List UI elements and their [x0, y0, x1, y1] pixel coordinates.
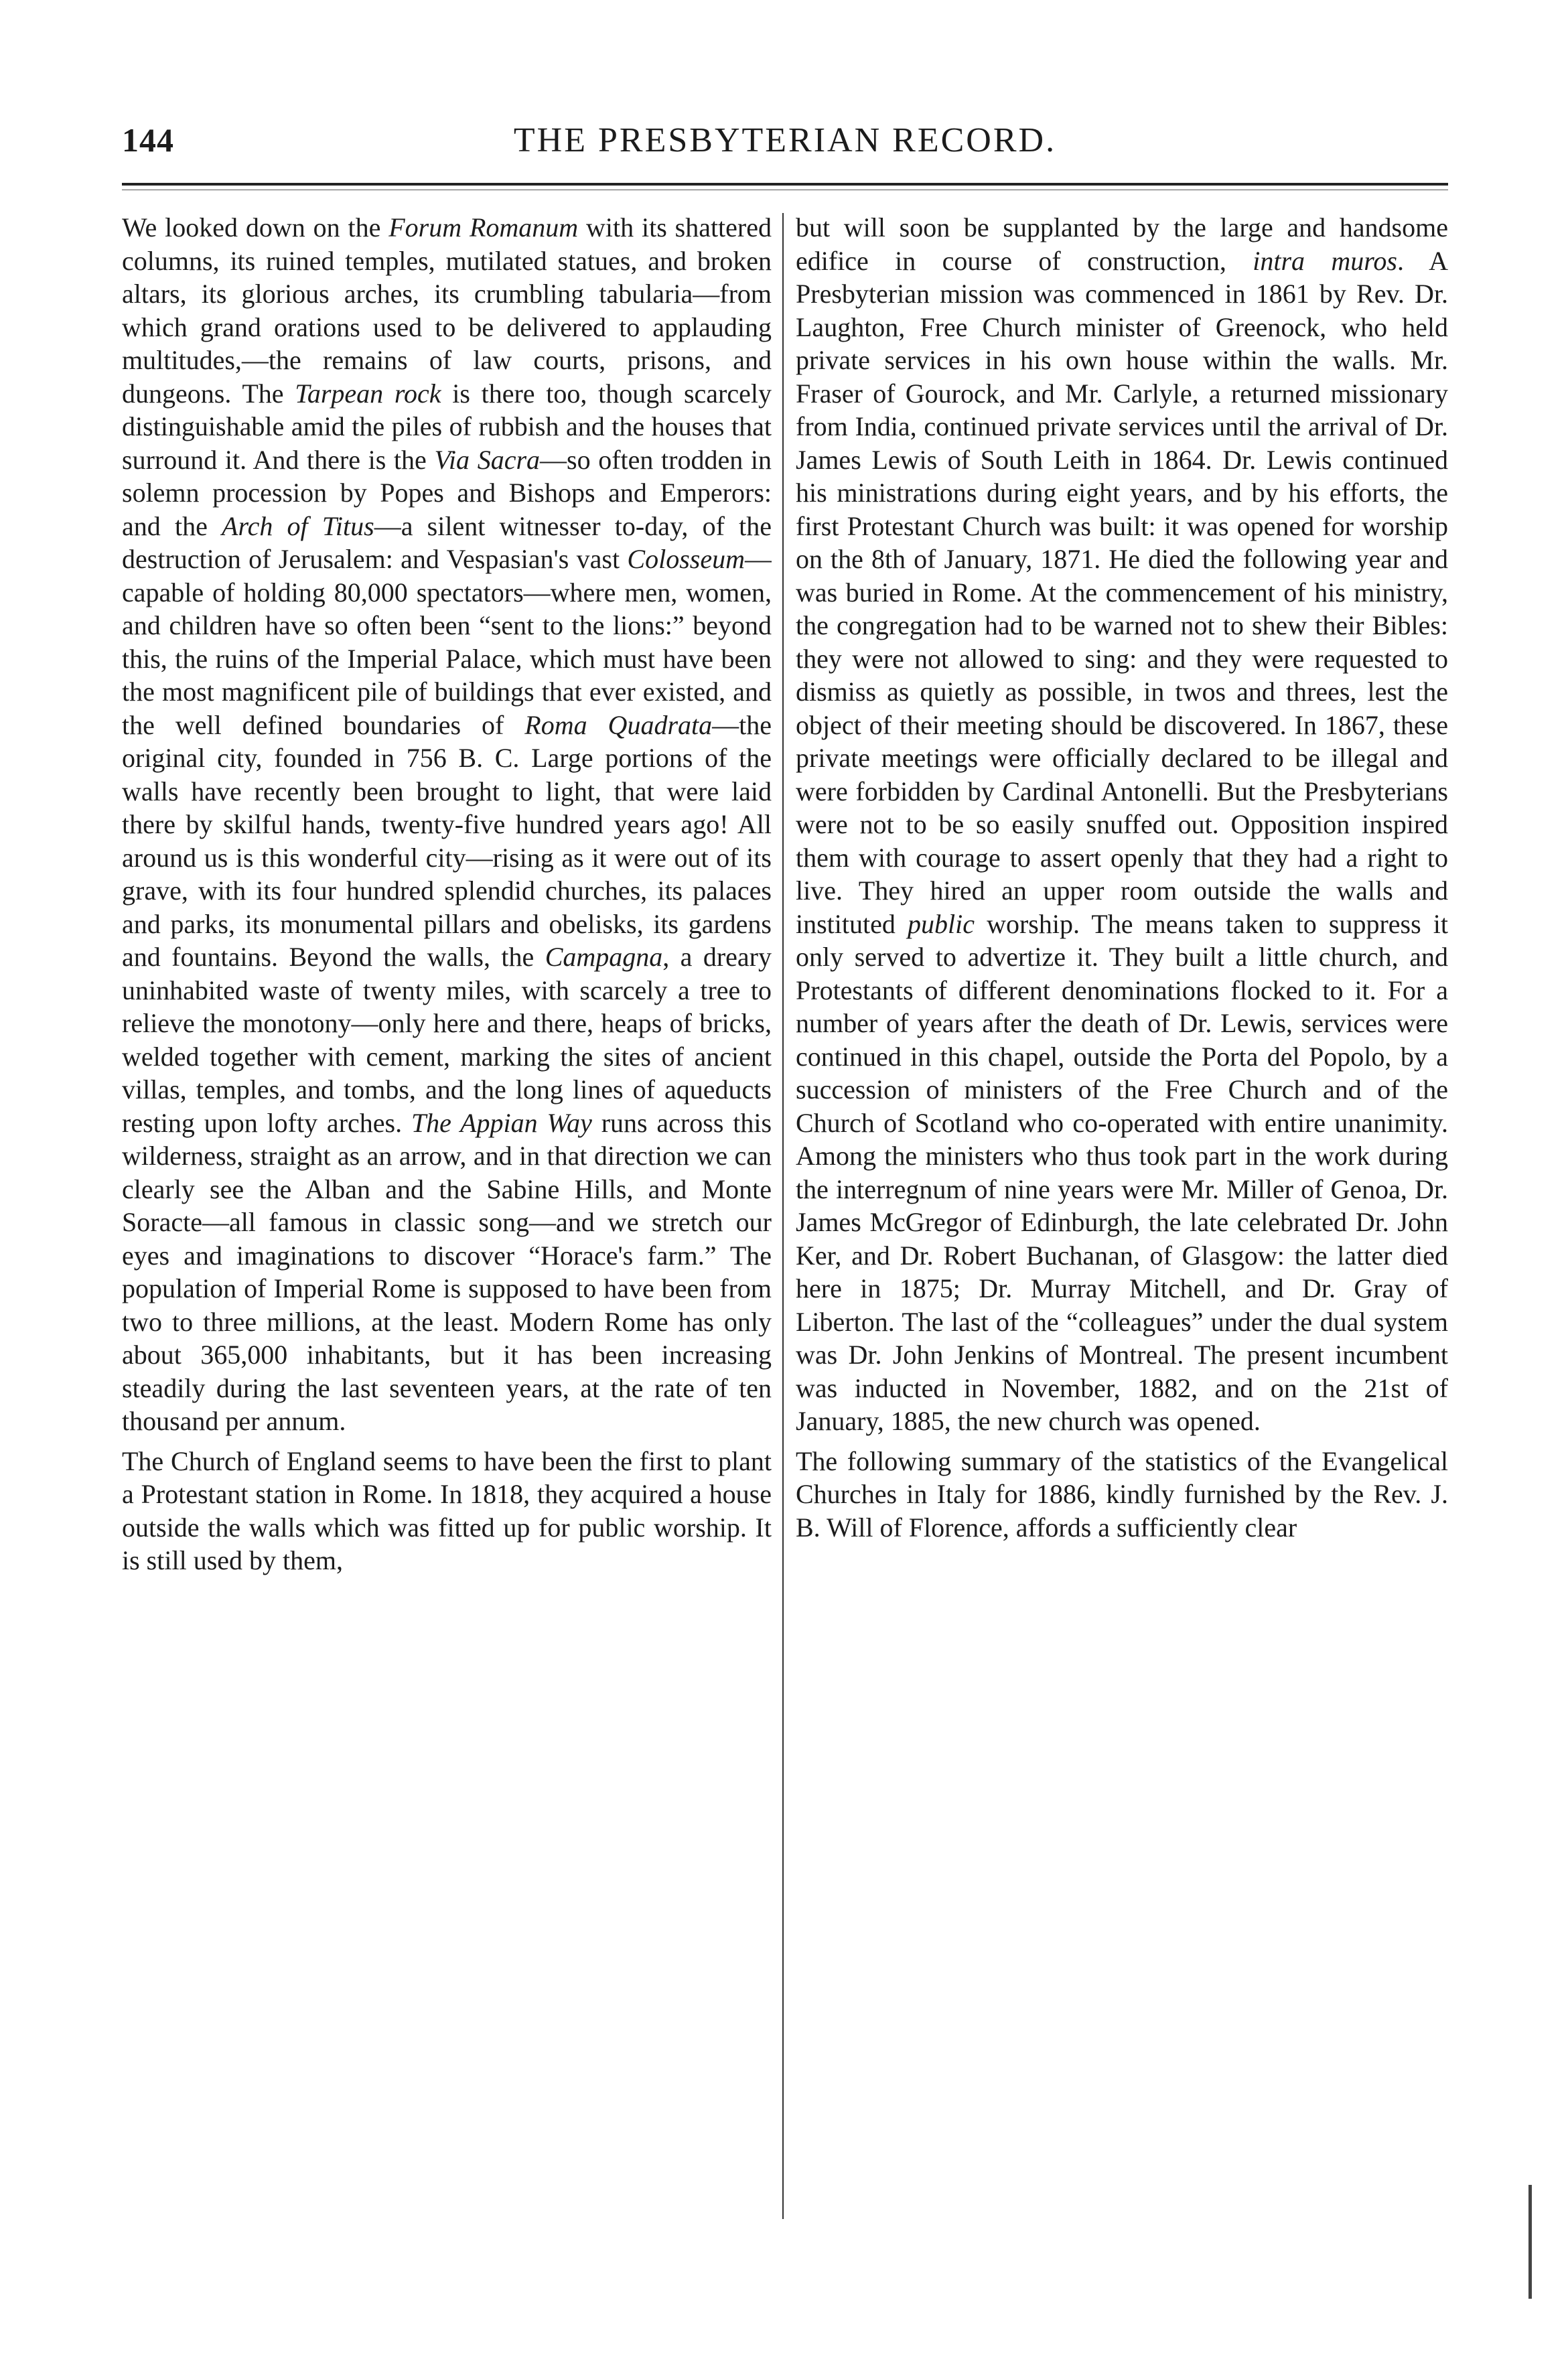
right-column: [796, 211, 1448, 2234]
text-run: , a dreary uninhabited waste of twenty miles, with scarcely a tree to relieve the monotony—only here and there, heaps of bricks, welded together with cement, marking the sites of ancient villas, temples, and tombs, and the long lines of aqueducts resting upon lofty arches.: [122, 942, 772, 1138]
text-run: —so often trodden in solemn procession by Popes and Bishops and Emperors: and the: [122, 444, 772, 541]
left-paragraph-2: The Church of England seems to have been the first to plant a Protestant station in Rome. In 1818, they acquired a house outside the walls which was fitted up for public worship. It is still used by them,: [122, 1445, 772, 1575]
italic-run: Colosseum: [627, 544, 745, 574]
text-run: is there too, though scarcely distinguishable amid the piles of rubbish and the houses that surround it. And there is the: [122, 378, 772, 475]
italic-run: Via Sacra: [434, 444, 541, 475]
text-run: with its shattered columns, its ruined temples, mutilated statues, and broken altars, its glorious arches, its crumbling tabularia—from which grand orations used to be delivered to applauding multitudes,—the remains of law courts, prisons, and dungeons. The: [122, 212, 772, 409]
italic-run: The Appian Way: [411, 1107, 592, 1138]
italic-run: Tarpean rock: [295, 378, 441, 409]
right-paragraph-2: The following summary of the statistics of the Evangelical Churches in Italy for 1886, kindly furnished by the Rev. J. B. Will of Florence, affords a sufficiently clear: [796, 1445, 1448, 1543]
text-run: —the original city, founded in 756 B. C. Large portions of the walls have recently been brought to light, that were laid there by skilful hands, twenty-five hundred years ago! All around us is this wonderful city—rising as it were out of its grave, with its four hundred splendid churches, its palaces and parks, its monumental pillars and obelisks, its gardens and fountains. Beyond the walls, the: [122, 709, 772, 972]
column-divider: [782, 213, 784, 2219]
text-run: worship. The means taken to suppress it only served to advertize it. They built a little church, and Protestants of different denominations flocked to it. For a number of years after the death of Dr. Lewis, services were continued in this chapel, outside the Porta del Popolo, by a succession of ministers of the Free Church and of the Church of Scotland who co-operated with entire unanimity. Among the ministers who thus took part in the work during the interregnum of nine years were Mr. Miller of Genoa, Dr. James McGregor of Edinburgh, the late celebrated Dr. John Ker, and Dr. Robert Buchanan, of Glasgow: the latter died here in 1875; Dr. Murray Mitchell, and Dr. Gray of Liberton. The last of the “colleagues” under the dual system was Dr. John Jenkins of Montreal. The present incumbent was inducted in November, 1882, and on the 21st of January, 1885, the new church was opened.: [796, 908, 1448, 1436]
italic-run: public: [908, 908, 975, 939]
italic-run: intra muros: [1253, 245, 1397, 276]
page-header: [122, 121, 1448, 167]
italic-run: Roma Quadrata: [524, 709, 713, 740]
left-column: [122, 211, 772, 2234]
left-paragraph-1: [122, 211, 772, 1438]
scan-edge-mark: [1528, 2185, 1532, 2299]
text-run: —a silent witnesser to-day, of the destruction of Jerusalem: and Vespasian's vast: [122, 510, 772, 574]
running-title: THE PRESBYTERIAN RECORD.: [513, 121, 1057, 159]
text-run: We looked down on the: [122, 212, 389, 242]
text-run: but will soon be supplanted by the large and handsome edifice in course of construction,: [796, 212, 1448, 276]
text-run: runs across this wilderness, straight as an arrow, and in that direction we can clearly see the Alban and the Sabine Hills, and Monte Soracte—all famous in classic song—and we stretch our eyes and imaginations to discover “Horace's farm.” The population of Imperial Rome is supposed to have been from two to three millions, at the least. Modern Rome has only about 365,000 inhabitants, but it has been increasing steadily during the last seventeen years, at the rate of ten thousand per annum.: [122, 1107, 772, 1436]
page-number: 144: [122, 121, 174, 159]
italic-run: Campagna: [545, 942, 663, 972]
italic-run: Forum Romanum: [388, 212, 579, 242]
text-run: . A Presbyterian mission was commenced in 1861 by Rev. Dr. Laughton, Free Church minister of Greenock, who held private services in his own house within the walls. Mr. Fraser of Gourock, and Mr. Carlyle, a returned missionary from India, continued private services until the arrival of Dr. James Lewis of South Leith in 1864. Dr. Lewis continued his ministrations during eight years, and by his efforts, the first Protestant Church was built: it was opened for worship on the 8th of January, 1871. He died the following year and was buried in Rome. At the commencement of his ministry, the congregation had to be warned not to shew their Bibles: they were not allowed to sing: and they were requested to dismiss as quietly as possible, in twos and threes, lest the object of their meeting should be discovered. In 1867, these private meetings were officially declared to be illegal and were forbidden by Cardinal Antonelli. But the Presbyterians were not to be so easily snuffed out. Opposition inspired them with courage to assert openly that they had a right to live. They hired an upper room outside the walls and instituted: [796, 245, 1448, 939]
right-paragraph-1: [796, 211, 1448, 1438]
header-rule: [122, 183, 1448, 186]
italic-run: Arch of Titus: [222, 510, 374, 541]
text-run: —capable of holding 80,000 spectators—where men, women, and children have so often been “sent to the lions:” beyond this, the ruins of the Imperial Palace, which must have been the most magnificent pile of buildings that ever existed, and the well defined boundaries of: [122, 544, 772, 740]
